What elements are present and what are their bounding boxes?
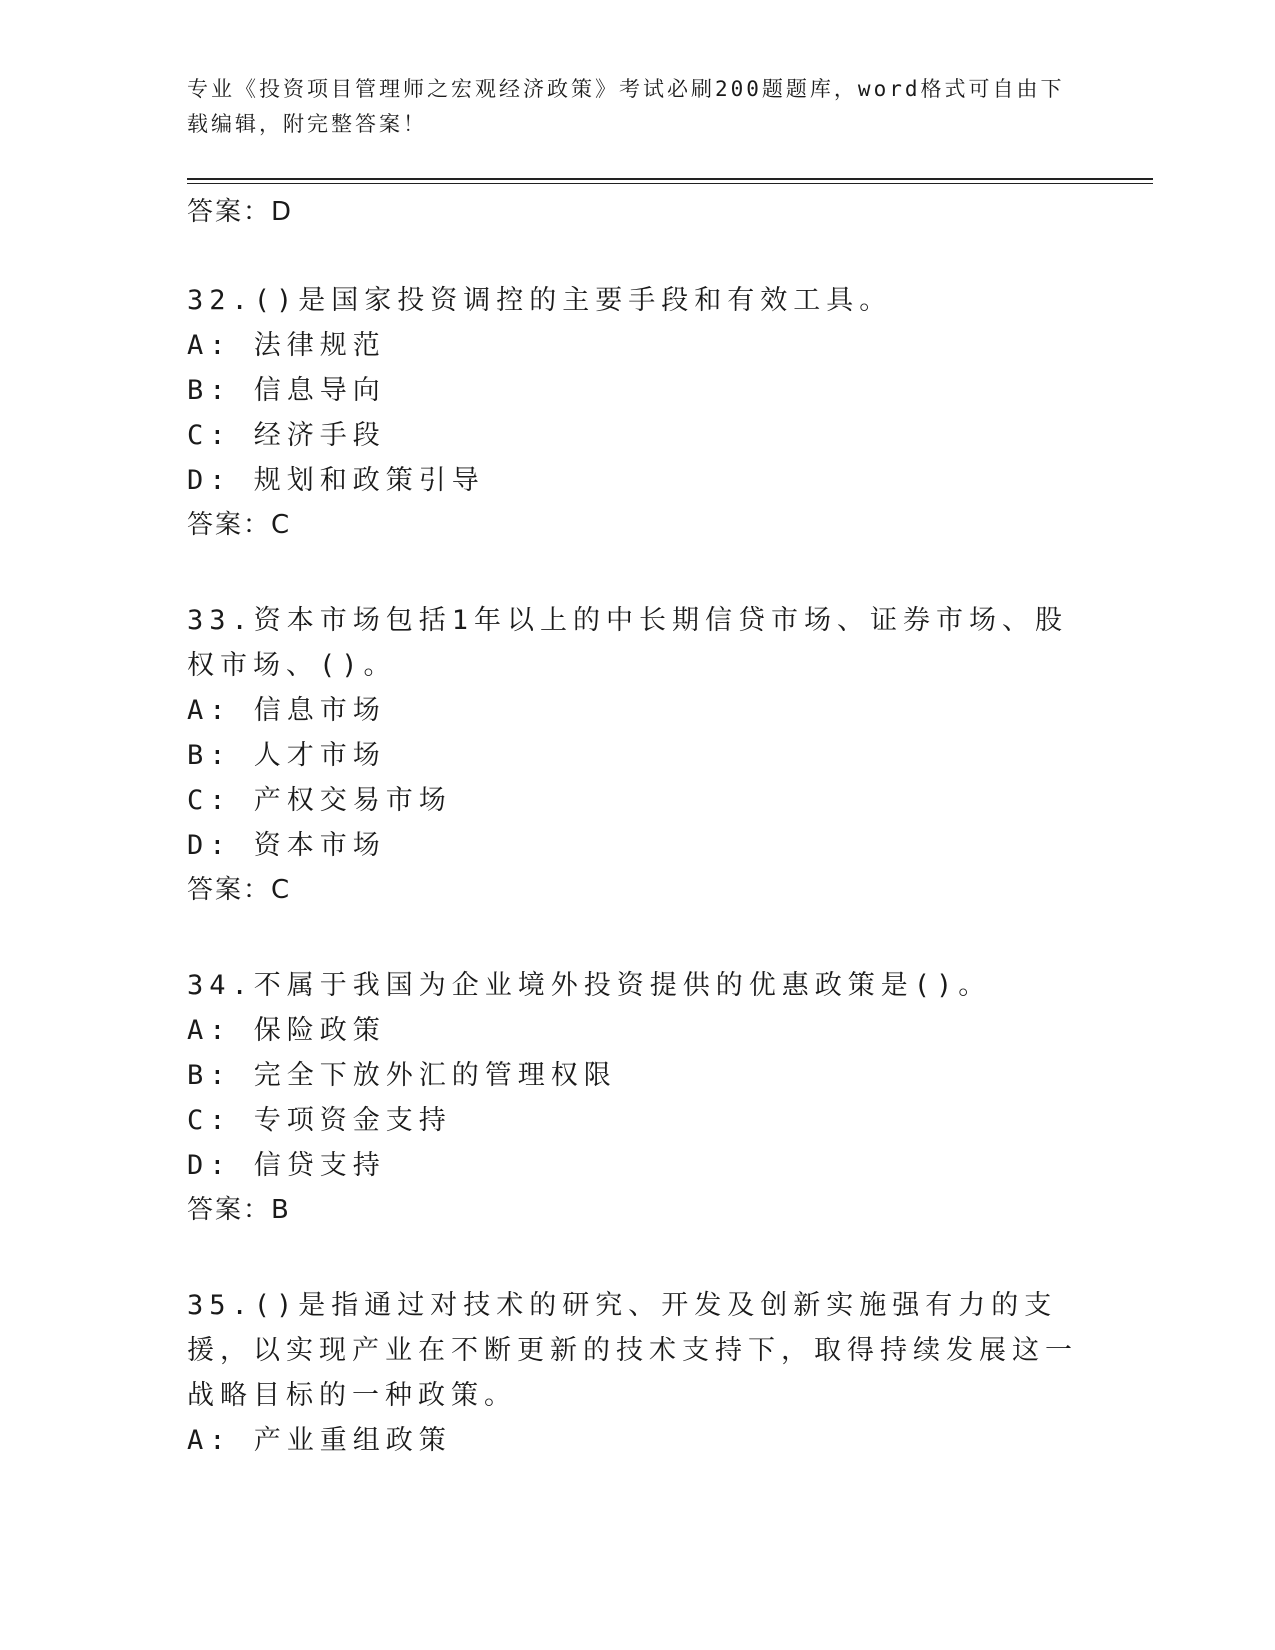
option-c: C: 产权交易市场 bbox=[187, 785, 452, 816]
option-a: A: 法律规范 bbox=[187, 330, 386, 361]
option-b: B: 信息导向 bbox=[187, 375, 386, 406]
option-d: D: 规划和政策引导 bbox=[187, 465, 485, 496]
question-33 bbox=[187, 598, 1087, 913]
option-b: B: 人才市场 bbox=[187, 740, 386, 771]
option-d: D: 信贷支持 bbox=[187, 1150, 386, 1181]
answer-line: 答案：C bbox=[187, 510, 292, 540]
question-35 bbox=[187, 1283, 1087, 1463]
question-stem: 34.不属于我国为企业境外投资提供的优惠政策是()。 bbox=[187, 970, 992, 1001]
option-c: C: 专项资金支持 bbox=[187, 1105, 452, 1136]
option-a: A: 产业重组政策 bbox=[187, 1425, 452, 1456]
option-a: A: 信息市场 bbox=[187, 695, 386, 726]
question-stem: 35.()是指通过对技术的研究、开发及创新实施强有力的支援，以实现产业在不断更新的技术支持下，取得持续发展这一战略目标的一种政策。 bbox=[187, 1290, 1078, 1411]
option-c: C: 经济手段 bbox=[187, 420, 386, 451]
option-a: A: 保险政策 bbox=[187, 1015, 386, 1046]
answer-line: 答案：D bbox=[187, 197, 294, 227]
answer-line: 答案：B bbox=[187, 1195, 291, 1225]
answer-line: 答案：C bbox=[187, 875, 292, 905]
header-rule-thick bbox=[187, 178, 1153, 180]
option-d: D: 资本市场 bbox=[187, 830, 386, 861]
question-32 bbox=[187, 278, 1087, 548]
header-rule-thin bbox=[187, 183, 1153, 184]
question-stem: 33.资本市场包括1年以上的中长期信贷市场、证券市场、股权市场、()。 bbox=[187, 605, 1069, 681]
option-b: B: 完全下放外汇的管理权限 bbox=[187, 1060, 617, 1091]
question-list bbox=[187, 190, 1087, 1463]
question-34 bbox=[187, 963, 1087, 1233]
question-stem: 32.()是国家投资调控的主要手段和有效工具。 bbox=[187, 285, 893, 316]
page-header: 专业《投资项目管理师之宏观经济政策》考试必刷200题题库，word格式可自由下载编辑，附完整答案！ bbox=[187, 77, 1065, 136]
